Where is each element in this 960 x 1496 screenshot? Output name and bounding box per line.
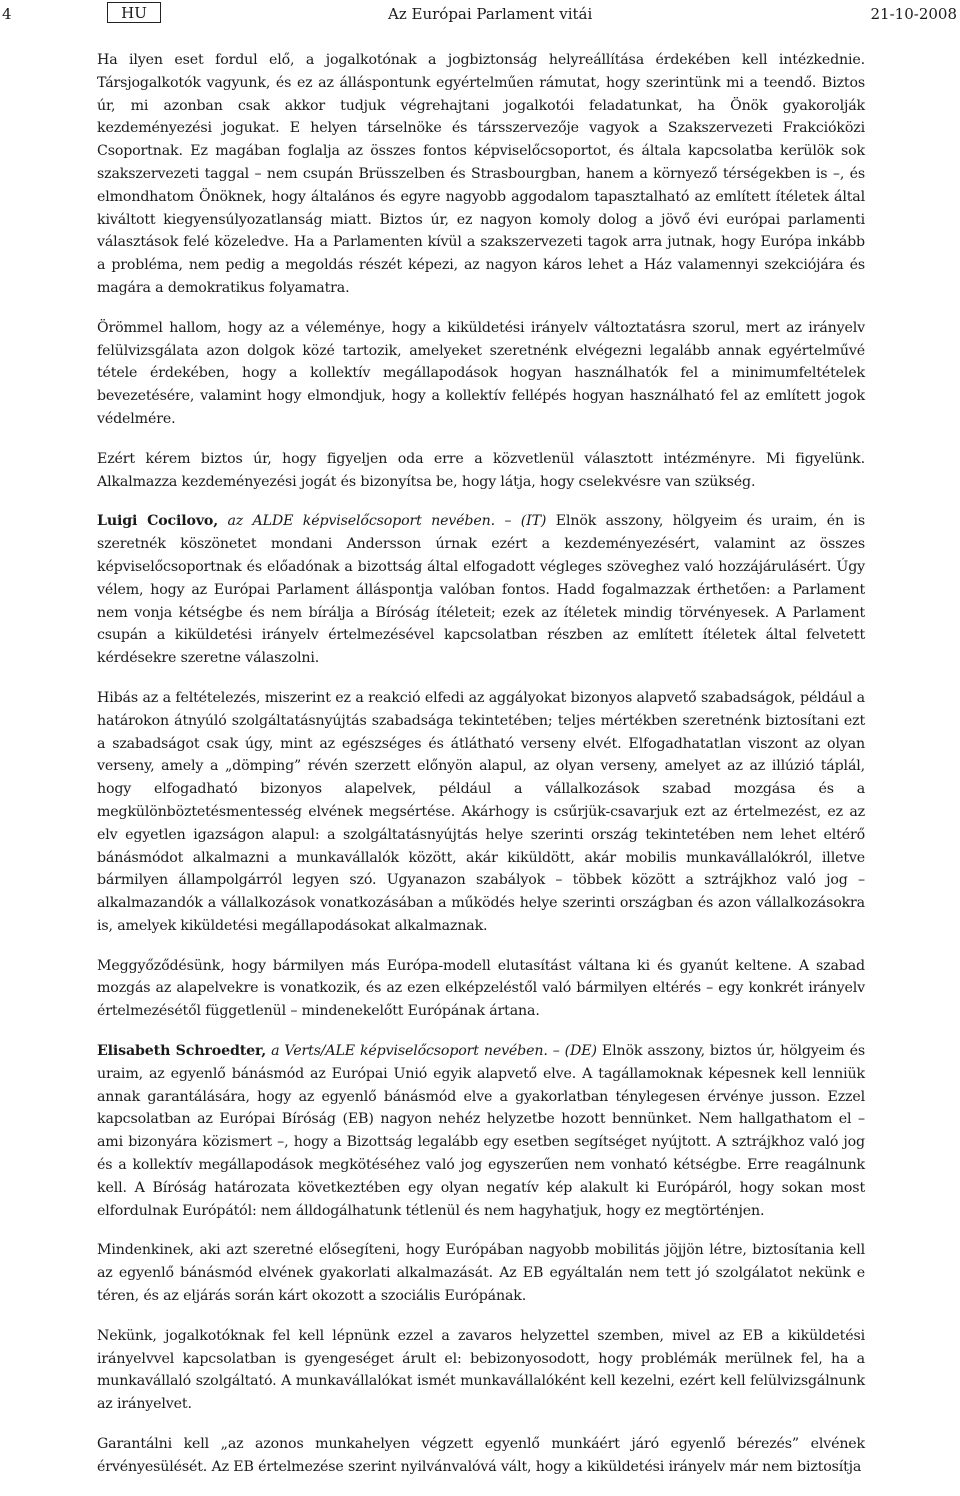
paragraph: Nekünk, jogalkotóknak fel kell lépnünk ezzel a zavaros helyzettel szemben, mivel az EB a kiküldetési irányelvvel kapcsolatban is gyengeséget árult el: bebizonyosodott, hogy problémák merülnek fel, ha a munkavállaló szolgáltató. A munkavállalókat ismét munkavállalóként kell kezelni, ezért kell felülvizsgálnunk az irányelvet. <box>97 1327 865 1413</box>
paragraph: Ezért kérem biztos úr, hogy figyeljen oda erre a közvetlenül választott intézményre. Mi figyelünk. Alkalmazza kezdeményezési jogát és bizonyítsa be, hogy látja, hogy cselekvésre van szükség. <box>97 450 865 490</box>
page-header <box>0 0 960 30</box>
paragraph: Hibás az a feltételezés, miszerint ez a reakció elfedi az aggályokat bizonyos alapvető szabadságok, például a határokon átnyúló szolgáltatásnyújtás szabadsága tekintetében; teljes mértékben szeretnénk biztosítani ezt a szabadságot csak úgy, mint az egészséges és átlátható verseny elvét. Elfogadhatatlan viszont az olyan verseny, amely a „dömping” révén szerzett előnyön alapul, az olyan verseny, amelyet az az illúzió táplál, hogy elfogadható bizonyos alapelvek, például a vállalkozások szabad mozgása és a megkülönböztetésmentesség elvének megsértése. Akárhogy is csűrjük-csavarjuk ezt az értelmezést, ez az elv egyetlen igazságon alapul: a szolgáltatásnyújtás helye szerinti ország tekintetében nem lehet eltérő bánásmódot alkalmazni a munkavállalók között, akár kiküldött, akár mobilis munkavállalókról, illetve bármilyen állampolgárról legyen szó. Ugyanazon szabályok – többek között a sztrájkhoz való jog – alkalmazandók a vállalkozások vonatkozásában a működés helye szerinti országban és azon vállalkozásokra is, amelyek kiküldetési megállapodásokat alkalmaznak. <box>97 689 865 934</box>
paragraph: Elisabeth Schroedter, a Verts/ALE képviselőcsoport nevében. – (DE) Elnök asszony, biztos úr, hölgyeim és uraim, az egyenlő bánásmód az Európai Unió egyik alapvető elve. A tagállamoknak képesnek kell lenniük annak garantálására, hogy az egyenlő bánásmód elve a gyakorlatban ténylegesen érvénye jusson. Ezzel kapcsolatban az Európai Bíróság (EB) nagyon nehéz helyzetbe hozott bennünket. Nem hallgathatom el – ami bizonyára közismert –, hogy a Bizottság legalább egy esetben segítséget nyújtott. A sztrájkhoz való jog és a kollektív megállapodások megkötéséhez való jog egyszerűen nem vonható kétségbe. Erre reagálnunk kell. A Bíróság határozata következtében egy olyan negatív kép alakult ki Európáról, hogy sokan most elfordulnak Európától: nem álldogálhatunk tétlenül és nem hagyhatjuk, hogy ez megtörténjen. <box>97 1043 865 1219</box>
paragraph: Luigi Cocilovo, az ALDE képviselőcsoport nevében. – (IT) Elnök asszony, hölgyeim és uraim, én is szeretnék köszönetet mondani Andersson úrnak ezért a kezdeményezésért, valamint az összes képviselőcsoportnak és előadónak a bizottság által elfogadott végleges szöveghez való hozzájárulásért. Úgy vélem, hogy az Európai Parlament álláspontja valóban fontos. Hadd fogalmazzak érthetően: a Parlament nem vonja kétségbe és nem bírálja a Bíróság ítéleteit; ezek az ítéletek mindig törvényesek. A Parlament csupán a kiküldetési irányelv értelmezésével kapcsolatban részben az említett ítéletek által felvetett kérdésekre szeretne válaszolni. <box>97 513 865 667</box>
paragraph: Mindenkinek, aki azt szeretné elősegíteni, hogy Európában nagyobb mobilitás jöjjön létre, biztosítania kell az egyenlő bánásmód elvének gyakorlati alkalmazását. Az EB egyáltalán nem tett jó szolgálatot nekünk e téren, és az eljárás során kárt okozott a szociális Európának. <box>97 1242 865 1305</box>
language-badge: HU <box>107 2 161 23</box>
paragraph: Örömmel hallom, hogy az a véleménye, hogy a kiküldetési irányelv változtatásra szorul, mert az irányelv felülvizsgálata azon dolgok közé tartozik, amelyeket szeretnénk elvégezni legalább annak egyértelművé tétele érdekében, hogy a kollektív megállapodások hogyan használhatók fel a minimumfeltételek bevezetésére, valamint hogy elmondjuk, hogy a kollektív fellépés hogyan használható fel az említett jogok védelmére. <box>97 319 865 427</box>
paragraph: Garantálni kell „az azonos munkahelyen végzett egyenlő munkáért járó egyenlő bérezés” elvének érvényesülését. Az EB értelmezése szerint nyilvánvalóvá vált, hogy a kiküldetési irányelv már nem biztosítja <box>97 1436 865 1475</box>
document-date: 21-10-2008 <box>870 5 957 23</box>
speaker-name: Elisabeth Schroedter, <box>97 1043 267 1060</box>
speaker-role: az ALDE képviselőcsoport nevében. – (IT) <box>218 513 547 530</box>
paragraph: Meggyőződésünk, hogy bármilyen más Európa-modell elutasítást váltana ki és gyanút keltene. A szabad mozgás az alapelvekre is vonatkozik, és az ezen elképzeléstől való bármilyen eltérés – egy konkrét irányelv értelmezésétől függetlenül – mindenekelőtt Európának ártana. <box>97 957 865 1020</box>
page-number: 4 <box>2 5 12 23</box>
paragraph: Ha ilyen eset fordul elő, a jogalkotónak a jogbiztonság helyreállítása érdekében kell intézkednie. Társjogalkotók vagyunk, és ez az álláspontunk egyértelműen rámutat, hogy szerintünk mi a teendő. Biztos úr, mi azonban csak akkor tudjuk végrehajtani jogalkotói feladatunkat, ha Önök gyakorolják kezdeményezési jogukat. E helyen társelnöke és társszervezője vagyok a Szakszervezeti Frakcióközi Csoportnak. Ez magában foglalja az összes fontos képviselőcsoportot, és általa kapcsolatba kerülök sok szakszervezeti taggal – nem csupán Brüsszelben és Strasbourgban, hanem a környező térségekben is –, és elmondhatom Önöknek, hogy általános és egyre nagyobb aggodalom tapasztalható az említett ítéletek által kiváltott kiegyensúlyozatlanság miatt. Biztos úr, ez nagyon komoly dolog a jövő évi európai parlamenti választások felé közeledve. Ha a Parlamenten kívül a szakszervezeti tagok arra jutnak, hogy Európa inkább a probléma, nem pedig a megoldás részét képezi, az nagyon káros lehet a Ház valamennyi szekciójára és magára a demokratikus folyamatra. <box>97 52 865 296</box>
speaker-name: Luigi Cocilovo, <box>97 513 219 530</box>
speaker-role: a Verts/ALE képviselőcsoport nevében. – (DE) <box>266 1043 597 1060</box>
document-body <box>97 49 865 1496</box>
document-title: Az Európai Parlament vitái <box>388 5 593 23</box>
